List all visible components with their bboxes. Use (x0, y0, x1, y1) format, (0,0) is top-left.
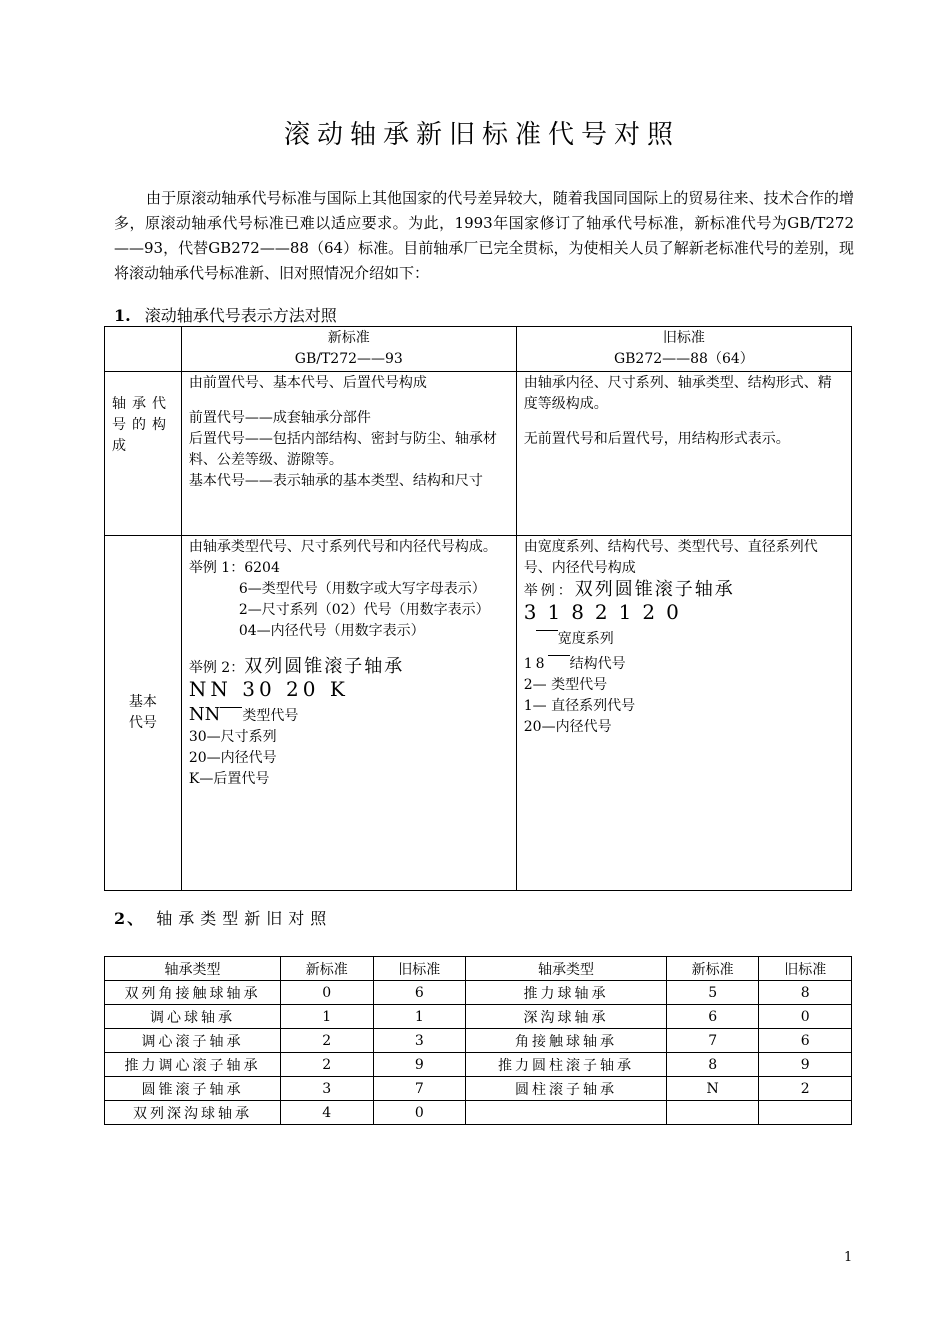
example2-bore-code: 20—内径代号 (188, 750, 277, 766)
table-cell: 5 (666, 981, 759, 1005)
row-label-basic-code-text: 基本代号 (128, 694, 157, 731)
row-label-composition: 轴承代号的构成 (105, 372, 182, 536)
bearing-type-table (104, 956, 852, 1125)
table-cell: 推力调心滚子轴承 (105, 1053, 281, 1077)
table-row (105, 1101, 852, 1125)
table-cell: 6 (759, 1029, 852, 1053)
table-row (105, 1077, 852, 1101)
composition-old-line: 由轴承内径、尺寸系列、轴承类型、结构形式、精度等级构成。 (523, 375, 832, 412)
table2-header: 旧标准 (759, 957, 852, 981)
old-structure-line (524, 654, 844, 675)
table-cell: 0 (373, 1101, 466, 1125)
table2-header: 新标准 (666, 957, 759, 981)
code-notation-comparison-table (104, 326, 852, 891)
table-cell: N (666, 1077, 759, 1101)
table-cell: 0 (281, 981, 374, 1005)
table1-row-basic-code (105, 536, 852, 891)
table-cell: 7 (373, 1077, 466, 1101)
table-cell: 4 (281, 1101, 374, 1125)
section-2-title: 轴承类型新旧对照 (156, 909, 333, 928)
section-2-heading (114, 906, 332, 929)
table-row (105, 981, 852, 1005)
table-cell: 2 (281, 1029, 374, 1053)
table-cell: 调心滚子轴承 (105, 1029, 281, 1053)
table-cell: 双列深沟球轴承 (105, 1101, 281, 1125)
basic-new-example1a: 6—类型代号（用数字或大写字母表示） (238, 581, 486, 597)
basic-new-example1c: 04—内径代号（用数字表示） (238, 623, 425, 639)
example2-suffix-code: K—后置代号 (188, 771, 270, 787)
example2-type-text: 类型代号 (242, 708, 299, 724)
old-structure-text: 结构代号 (569, 656, 626, 672)
section-2-number: 2、 (114, 909, 146, 928)
old-width-series: 宽度系列 (557, 631, 614, 647)
table-cell: 6 (666, 1005, 759, 1029)
old-example-prefix: 举例： (523, 583, 575, 599)
table-cell: 深沟球轴承 (466, 1005, 667, 1029)
header-new-code: GB/T272——93 (294, 351, 403, 367)
table-cell (466, 1101, 667, 1125)
old-width-series-line (524, 629, 844, 650)
section-1-heading (114, 303, 337, 326)
table-cell: 6 (373, 981, 466, 1005)
table-row (105, 1029, 852, 1053)
table-cell: 0 (759, 1005, 852, 1029)
intro-paragraph: 由于原滚动轴承代号标准与国际上其他国家的代号差异较大，随着我国同国际上的贸易往来、技术合作的增多，原滚动轴承代号标准已难以适应要求。为此，1993年国家修订了轴承代号标准，新标准代号为GB/T272——93，代替GB272——88（64）标准。目前轴承厂已完全贯标，为使相关人员了解新老标准代号的差别，现将滚动轴承代号标准新、旧对照情况介绍如下： (114, 189, 854, 282)
table-cell: 8 (759, 981, 852, 1005)
example2-type-code: NN (188, 704, 221, 725)
table1-header-blank (105, 327, 182, 372)
example2-size-series: 30—尺寸系列 (188, 729, 277, 745)
table-cell: 9 (759, 1053, 852, 1077)
table2-header-row (105, 957, 852, 981)
table-cell: 9 (373, 1053, 466, 1077)
table1-row-composition (105, 372, 852, 536)
table-cell: 8 (666, 1053, 759, 1077)
table-row (105, 1005, 852, 1029)
header-old-code: GB272——88（64） (613, 351, 754, 367)
old-bore-code: 20—内径代号 (523, 719, 612, 735)
table-cell: 圆锥滚子轴承 (105, 1077, 281, 1101)
basic-new-example1: 举例 1：6204 (188, 560, 280, 576)
basic-new-example2 (189, 656, 509, 679)
table-cell: 2 (759, 1077, 852, 1101)
composition-old-cell (516, 372, 851, 536)
basic-new-example1b-wrap (189, 600, 509, 621)
old-structure-code: 18 (523, 656, 548, 672)
page-number: 1 (844, 1250, 853, 1265)
section-1-title: 滚动轴承代号表示方法对照 (144, 306, 337, 325)
table2-header: 轴承类型 (105, 957, 281, 981)
basic-code-new-cell (181, 536, 516, 891)
header-new-label: 新标准 (327, 330, 370, 346)
header-old-label: 旧标准 (662, 330, 705, 346)
composition-new-line: 由前置代号、基本代号、后置代号构成 (188, 375, 427, 391)
composition-old-line: 无前置代号和后置代号，用结构形式表示。 (523, 431, 790, 447)
table2-header: 轴承类型 (466, 957, 667, 981)
table-cell: 调心球轴承 (105, 1005, 281, 1029)
table-cell: 1 (373, 1005, 466, 1029)
table-cell: 圆柱滚子轴承 (466, 1077, 667, 1101)
section-1-number: 1. (114, 306, 131, 325)
table-cell: 2 (281, 1053, 374, 1077)
example2-code: NN 30 20 K (188, 677, 349, 701)
table-cell: 3 (373, 1029, 466, 1053)
table1-header-new (181, 327, 516, 372)
old-type-code: 2— 类型代号 (523, 677, 608, 693)
row-label-basic-code (105, 536, 182, 891)
basic-old-line: 由宽度系列、结构代号、类型代号、直径系列代号、内径代号构成 (523, 539, 818, 576)
page-title: 滚动轴承新旧标准代号对照 (283, 120, 680, 150)
example2-prefix: 举例 2： (188, 660, 245, 676)
composition-new-cell (181, 372, 516, 536)
basic-new-line: 由轴承类型代号、尺寸系列代号和内径代号构成。 (188, 539, 497, 555)
table2-header: 旧标准 (373, 957, 466, 981)
table1-header-row (105, 327, 852, 372)
basic-new-example1a-wrap (189, 579, 509, 600)
table-cell: 1 (281, 1005, 374, 1029)
table-cell: 推力圆柱滚子轴承 (466, 1053, 667, 1077)
table-cell (666, 1101, 759, 1125)
basic-old-example (524, 579, 844, 602)
table1-header-old (516, 327, 851, 372)
example2-name: 双列圆锥滚子轴承 (244, 656, 405, 677)
table-cell: 推力球轴承 (466, 981, 667, 1005)
table-cell: 角接触球轴承 (466, 1029, 667, 1053)
table-row (105, 1053, 852, 1077)
composition-new-line: 前置代号——成套轴承分部件 (188, 410, 371, 426)
composition-new-line: 后置代号——包括内部结构、密封与防尘、轴承材料、公差等级、游隙等。 (188, 431, 497, 468)
table2-header: 新标准 (281, 957, 374, 981)
old-diameter-series: 1— 直径系列代号 (523, 698, 636, 714)
composition-new-line: 基本代号——表示轴承的基本类型、结构和尺寸 (188, 473, 483, 489)
example2-type-line (189, 704, 509, 727)
table-cell: 双列角接触球轴承 (105, 981, 281, 1005)
table-cell (759, 1101, 852, 1125)
old-example-name: 双列圆锥滚子轴承 (574, 579, 735, 600)
basic-new-example1b: 2—尺寸系列（02）代号（用数字表示） (238, 602, 490, 618)
table-cell: 7 (666, 1029, 759, 1053)
old-example-code: 3182120 (523, 600, 690, 624)
table-cell: 3 (281, 1077, 374, 1101)
basic-code-old-cell (516, 536, 851, 891)
